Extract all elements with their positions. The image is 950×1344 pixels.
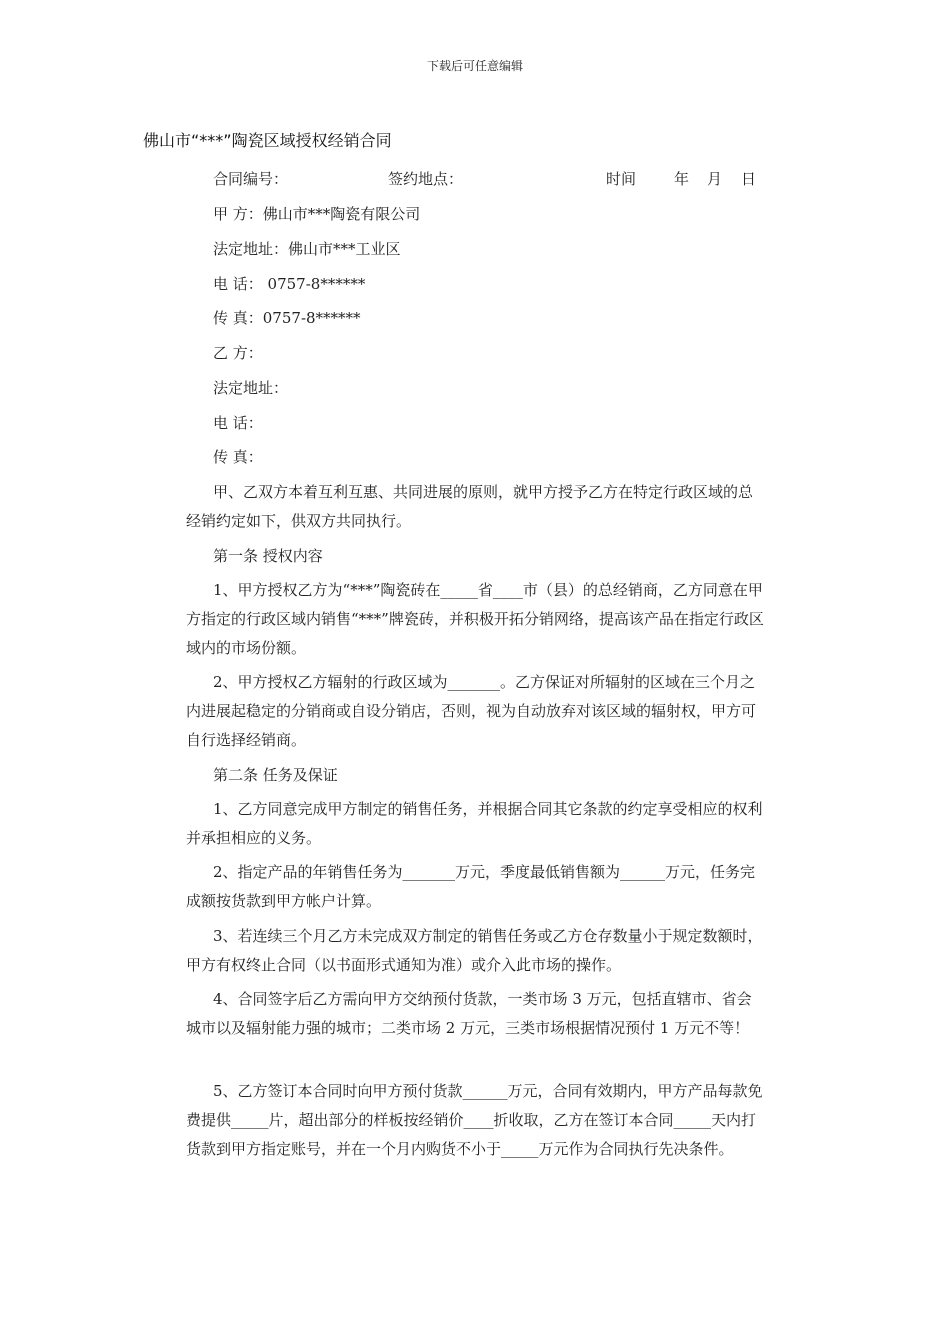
article-2-clause-3: 3、若连续三个月乙方未完成双方制定的销售任务或乙方仓存数量小于规定数额时，甲方有权终止合同（以书面形式通知为准）或介入此市场的操作。 [186,927,763,974]
article-2-clause-2: 2、指定产品的年销售任务为_______万元，季度最低销售额为______万元，任务完成额按货款到甲方帐户计算。 [186,863,756,910]
party-b-fax: 传 真： [213,448,263,466]
contract-number-label: 合同编号： [213,170,289,188]
month-label: 月 [707,170,723,188]
header-note: 下载后可任意编辑 [426,59,523,73]
article-2-clause-1: 1、乙方同意完成甲方制定的销售任务，并根据合同其它条款的约定享受相应的权利并承担相应的义务。 [186,800,763,847]
party-a-phone: 电 话： 0757-8****** [213,275,366,293]
article-2-clause-5: 5、乙方签订本合同时向甲方预付货款______万元，合同有效期内，甲方产品每款免费提供_____片，超出部分的样板按经销价____折收取，乙方在签订本合同_____天内打货款到甲方指定账号，并在一个月内购货不小于_____万元作为合同执行先决条件。 [186,1082,763,1158]
day-label: 日 [741,170,757,188]
party-a-address: 法定地址：佛山市***工业区 [213,240,401,258]
year-label: 年 [674,170,690,188]
intro-paragraph: 甲、乙双方本着互利互惠、共同进展的原则，就甲方授予乙方在特定行政区域的总经销约定如下，供双方共同执行。 [186,483,754,530]
article-1-heading: 第一条 授权内容 [213,547,323,565]
party-b-phone: 电 话： [213,414,263,432]
party-a-name: 甲 方：佛山市***陶瓷有限公司 [213,205,421,223]
sign-place-label: 签约地点： [388,170,464,188]
article-2-heading: 第二条 任务及保证 [213,766,338,784]
contract-meta-row [213,169,773,191]
party-b-name: 乙 方： [213,344,263,362]
article-1-clause-2: 2、甲方授权乙方辐射的行政区域为_______。乙方保证对所辐射的区域在三个月之内进展起稳定的分销商或自设分销店，否则，视为自动放弃对该区域的辐射权，甲方可自行选择经销商。 [186,673,757,749]
page-title: 佛山市“***”陶瓷区域授权经销合同 [143,131,392,150]
article-2-clause-4: 4、合同签字后乙方需向甲方交纳预付货款，一类市场 3 万元，包括直辖市、省会城市以及辐射能力强的城市；二类市场 2 万元，三类市场根据情况预付 1 万元不等！ [186,990,752,1037]
party-b-address: 法定地址： [213,379,289,397]
party-a-fax: 传 真：0757-8****** [213,309,361,327]
time-label: 时间 [606,170,637,188]
article-1-clause-1: 1、甲方授权乙方为“***”陶瓷砖在_____省____市（县）的总经销商，乙方同意在甲方指定的行政区域内销售“***”牌瓷砖，并积极开拓分销网络，提高该产品在指定行政区域内的市场份额。 [186,581,764,657]
